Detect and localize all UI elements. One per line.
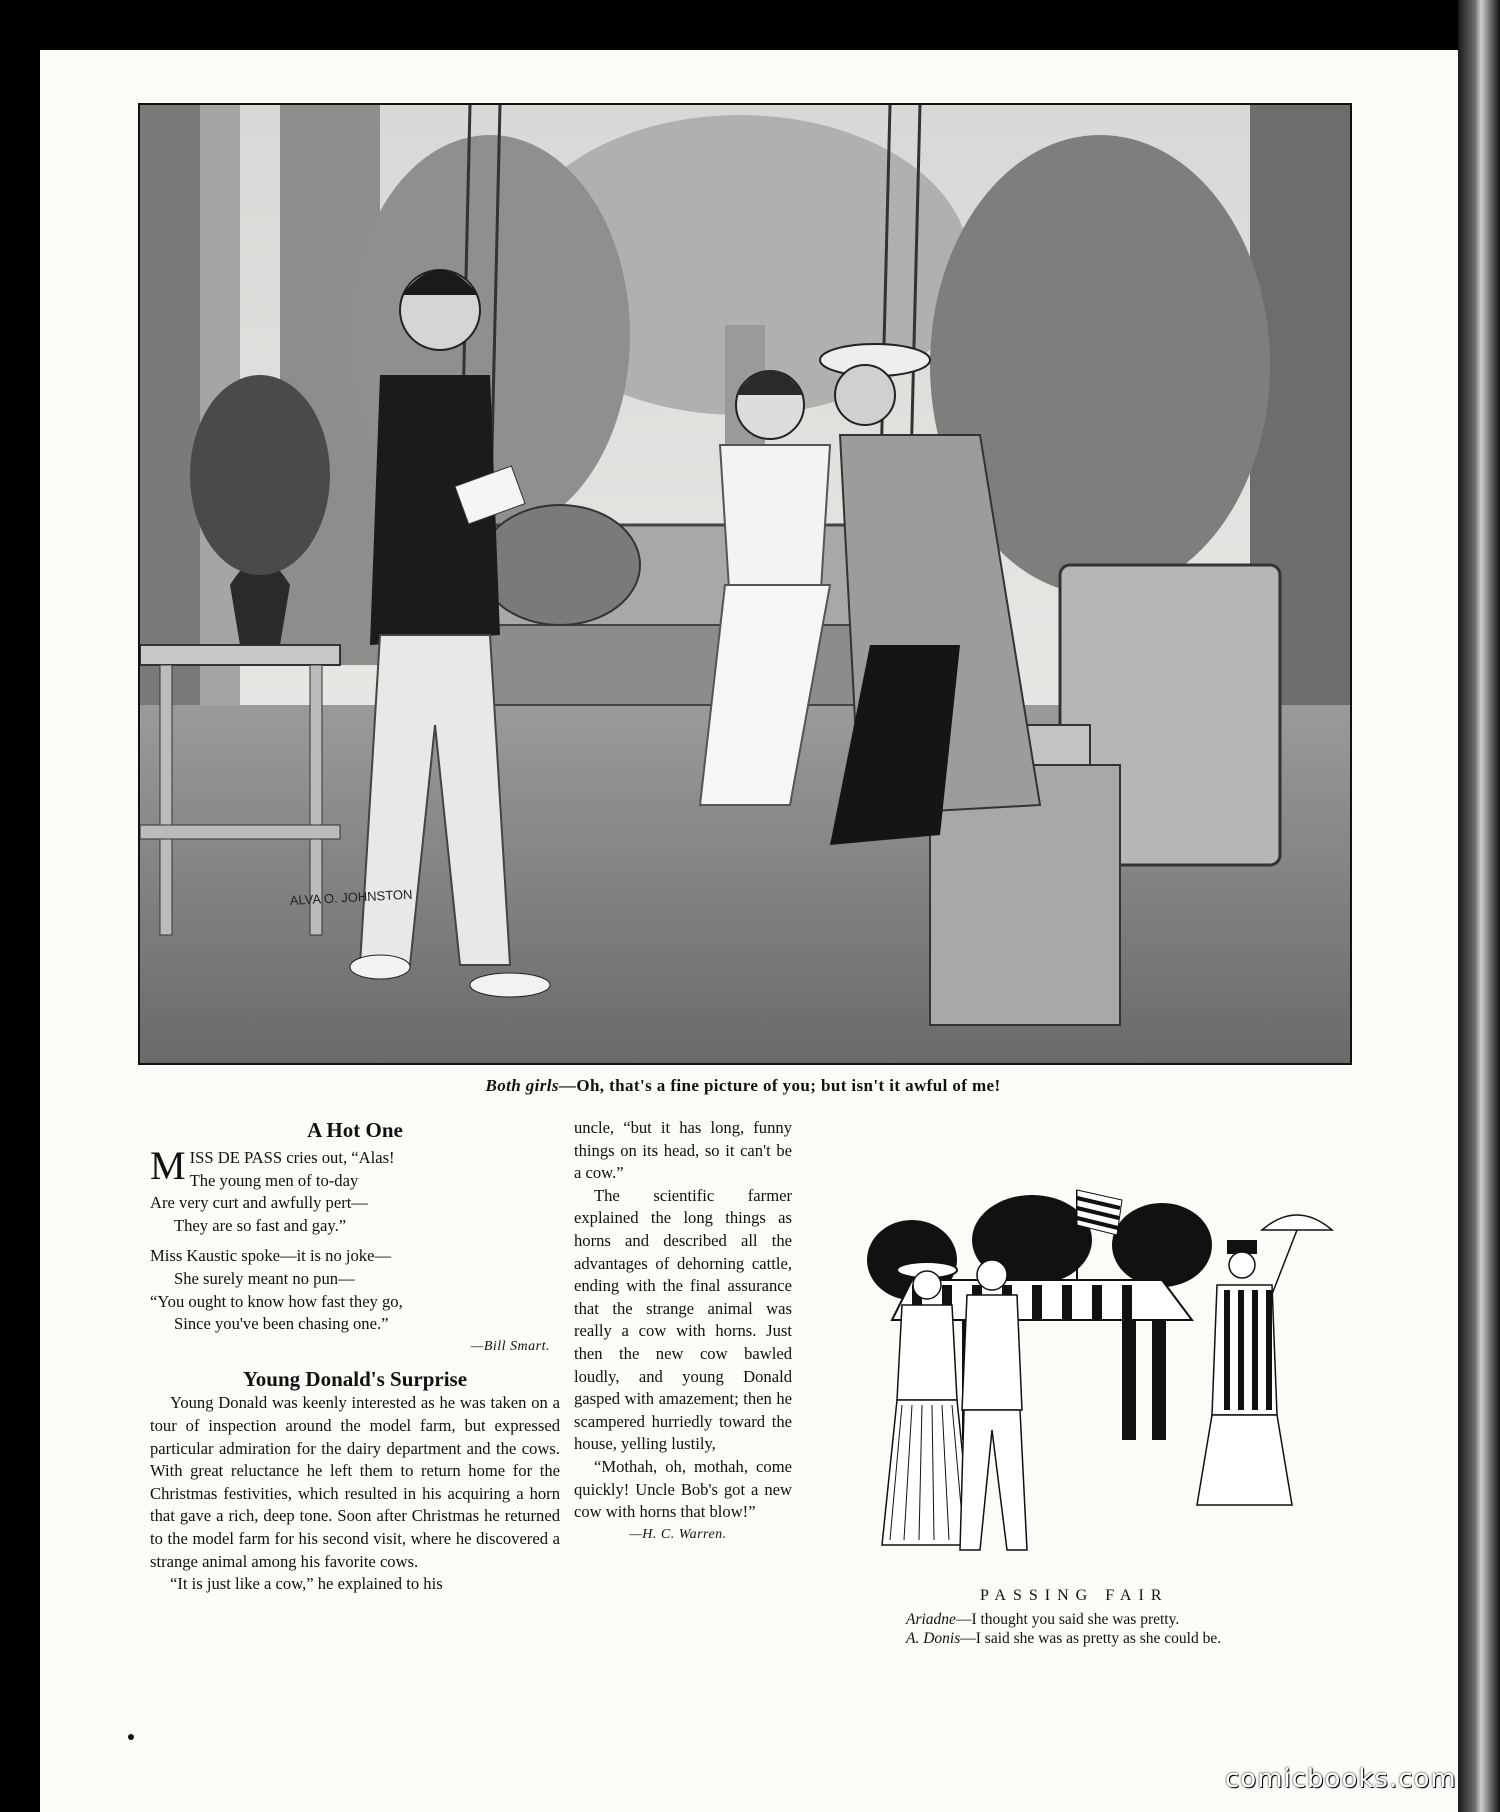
site-watermark: comicbooks.com xyxy=(1225,1764,1457,1794)
donald-credit: —H. C. Warren. xyxy=(629,1526,727,1542)
paragraph: Young Donald was keenly interested as he was taken on a tour of inspection around the model farm, but expressed particular admiration for the dairy department and the cows. With great reluctance he left them to return home for the Christmas festivities, which resulted in his acquiring a horn that gave a rich, deep tone. Soon after Christmas he returned to the model farm for his second visit, where he discovered a strange animal among his favorite cows. xyxy=(150,1393,560,1571)
caption-speaker: Both girls xyxy=(485,1076,559,1095)
artist-signature: ALVA O. JOHNSTON xyxy=(289,886,413,908)
poem-line: They are so fast and gay.” xyxy=(174,1215,347,1235)
text-column-1 xyxy=(150,1117,560,1596)
dialogue-text: —I said she was as pretty as she could be. xyxy=(960,1630,1222,1647)
poem-line: Are very curt and awfully pert— xyxy=(150,1193,368,1213)
text-column-2 xyxy=(574,1117,792,1546)
stray-dot xyxy=(128,1734,134,1740)
hot-one-poem xyxy=(150,1143,560,1336)
donald-story xyxy=(150,1392,560,1595)
poem-line: “You ought to know how fast they go, xyxy=(150,1291,403,1311)
porch-illustration xyxy=(138,103,1352,1065)
poem-line: She surely meant no pun— xyxy=(174,1268,355,1288)
hot-one-title: A Hot One xyxy=(307,1118,403,1142)
paragraph: The scientific farmer explained the long things as horns and described all the advantages of dehorning cattle, ending with the final assurance that the strange animal was really a cow with horns. Just then the new cow bawled loudly, and young Donald gasped with amazement; then he scampered hurriedly toward the house, yelling lustily, xyxy=(574,1185,792,1454)
scan-border-top xyxy=(0,0,1500,50)
cartoon-title: PASSING FAIR xyxy=(980,1587,1169,1604)
poem-line: ISS DE PASS cries out, “Alas! xyxy=(189,1148,395,1167)
page-binding-edge xyxy=(1458,0,1500,1812)
paragraph: uncle, “but it has long, funny things on its head, so it can't be a cow.” xyxy=(574,1118,792,1183)
donald-title: Young Donald's Surprise xyxy=(242,1367,468,1392)
passing-fair-cartoon xyxy=(832,1170,1352,1570)
porch-scene-drawing xyxy=(140,105,1350,1063)
poem-line: Miss Kaustic spoke—it is no joke— xyxy=(150,1246,392,1266)
paragraph: “It is just like a cow,” he explained to his xyxy=(170,1574,443,1594)
dialogue-text: —I thought you said she was pretty. xyxy=(955,1611,1180,1628)
illustration-caption xyxy=(138,1076,1348,1096)
paragraph: “Mothah, oh, mothah, come quickly! Uncle Bob's got a new cow with horns that blow!” xyxy=(574,1456,792,1522)
cartoon-dialogue-2 xyxy=(906,1630,1221,1648)
dialogue-speaker: A. Donis xyxy=(906,1630,961,1647)
hot-one-credit: —Bill Smart. xyxy=(470,1338,550,1354)
poem-line: Since you've been chasing one.” xyxy=(174,1314,389,1334)
fair-drawing xyxy=(832,1170,1352,1570)
drop-cap: M xyxy=(150,1143,186,1188)
cartoon-dialogue-1 xyxy=(906,1611,1179,1629)
poem-line: The young men of to-day xyxy=(189,1170,359,1190)
caption-text: —Oh, that's a fine picture of you; but isn't it awful of me! xyxy=(558,1076,1001,1095)
dialogue-speaker: Ariadne xyxy=(906,1611,956,1628)
